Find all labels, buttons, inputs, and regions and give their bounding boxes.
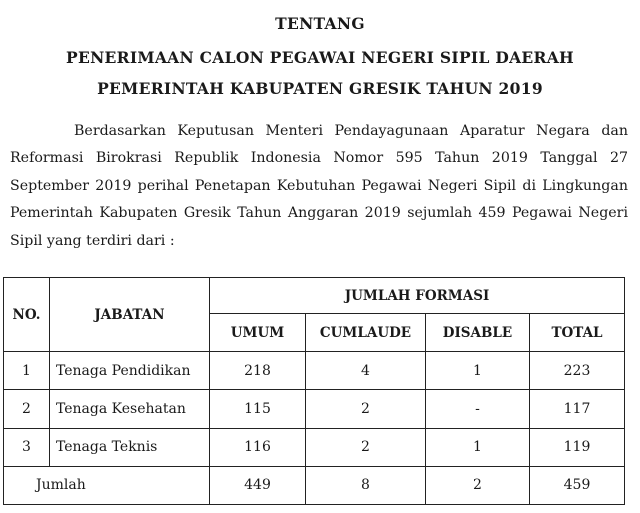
cell-no: 1 [4,352,50,390]
header-cumlaude: CUMLAUDE [306,314,426,352]
cell-jumlah-umum: 449 [210,466,306,504]
cell-disable: 1 [426,352,530,390]
cell-disable: - [426,390,530,428]
header-disable: DISABLE [426,314,530,352]
header-total: TOTAL [530,314,625,352]
cell-no: 3 [4,428,50,466]
table-footer-row [4,466,625,504]
table-row [4,428,625,466]
header-jumlah-formasi: JUMLAH FORMASI [210,278,625,314]
formasi-table [3,277,625,505]
cell-jabatan: Tenaga Pendidikan [50,352,210,390]
heading-title: PENERIMAAN CALON PEGAWAI NEGERI SIPIL DAERAH [66,48,574,67]
heading-tentang: TENTANG [275,14,365,33]
cell-disable: 1 [426,428,530,466]
cell-total: 223 [530,352,625,390]
cell-total: 119 [530,428,625,466]
table-row [4,390,625,428]
cell-cumlaude: 4 [306,352,426,390]
cell-jumlah-total: 459 [530,466,625,504]
heading-subtitle: PEMERINTAH KABUPATEN GRESIK TAHUN 2019 [97,79,543,98]
cell-jumlah-label: Jumlah [4,466,210,504]
cell-umum: 218 [210,352,306,390]
cell-no: 2 [4,390,50,428]
cell-jumlah-cumlaude: 8 [306,466,426,504]
cell-jumlah-disable: 2 [426,466,530,504]
header-jabatan: JABATAN [50,278,210,352]
cell-cumlaude: 2 [306,390,426,428]
paragraph-line: Sipil yang terdiri dari : [10,232,175,249]
paragraph-line: September 2019 perihal Penetapan Kebutuhan Pegawai Negeri Sipil di Lingkungan [10,177,628,194]
cell-umum: 115 [210,390,306,428]
cell-umum: 116 [210,428,306,466]
header-no: NO. [4,278,50,352]
paragraph-line: Berdasarkan Keputusan Menteri Pendayagunaan Aparatur Negara dan [74,123,628,139]
cell-jabatan: Tenaga Teknis [50,428,210,466]
table-row [4,352,625,390]
cell-jabatan: Tenaga Kesehatan [50,390,210,428]
paragraph-line: Pemerintah Kabupaten Gresik Tahun Anggaran 2019 sejumlah 459 Pegawai Negeri [10,205,628,222]
paragraph-line: Reformasi Birokrasi Republik Indonesia Nomor 595 Tahun 2019 Tanggal 27 [10,150,628,167]
cell-total: 117 [530,390,625,428]
intro-paragraph [10,118,628,255]
header-umum: UMUM [210,314,306,352]
cell-cumlaude: 2 [306,428,426,466]
